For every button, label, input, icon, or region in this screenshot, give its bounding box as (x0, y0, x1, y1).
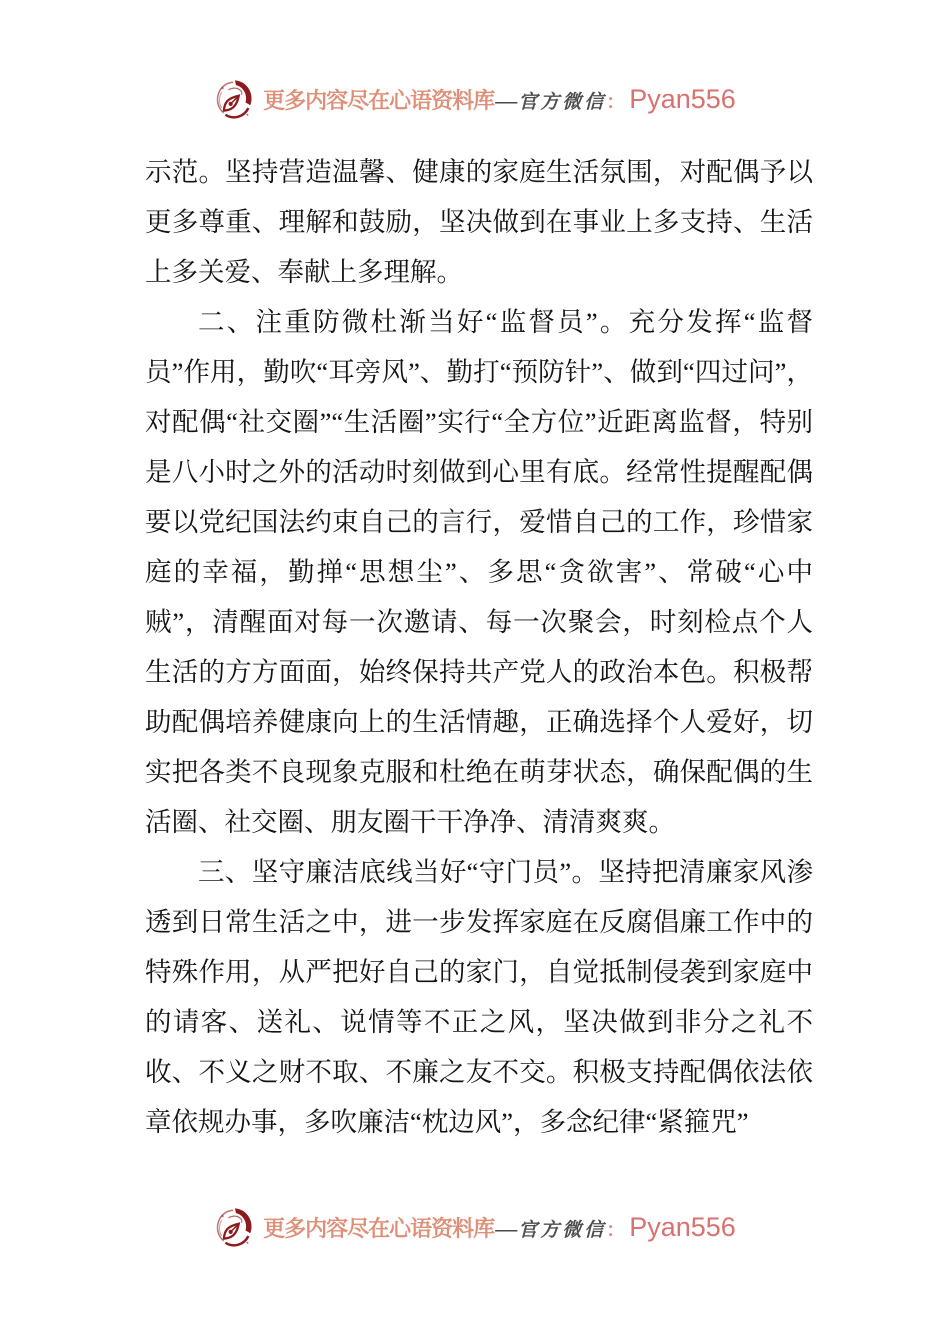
watermark-wechat-label: 官方微信 (518, 1220, 607, 1241)
watermark-wechat-account: Pyan556 (629, 1212, 736, 1242)
paragraph-3: 三、坚守廉洁底线当好“守门员”。坚持把清廉家风渗透到日常生活之中，进一步发挥家庭在反腐倡廉工作中的特殊作用，从严把好自己的家门，自觉抵制侵袭到家庭中的请客、送礼、说情等不正之风，坚决做到非分之礼不收、不义之财不取、不廉之友不交。积极支持配偶依法依章依规办事，多吹廉洁“枕边风”，多念纪律“紧箍咒” (145, 857, 813, 1137)
document-body (145, 147, 813, 1147)
header-watermark (0, 76, 950, 123)
watermark-text (263, 1212, 736, 1243)
paragraph-1: 示范。坚持营造温馨、健康的家庭生活氛围，对配偶予以更多尊重、理解和鼓励，坚决做到在事业上多支持、生活上多关爱、奉献上多理解。 (145, 157, 813, 287)
watermark-text (263, 84, 736, 115)
watermark-prefix: 更多内容尽在心语资料库 (263, 88, 495, 113)
pen-logo-icon (214, 1204, 256, 1251)
watermark-prefix: 更多内容尽在心语资料库 (263, 1216, 495, 1241)
paragraph-2: 二、注重防微杜渐当好“监督员”。充分发挥“监督员”作用，勤吹“耳旁风”、勤打“预防针”、做到“四过问”，对配偶“社交圈”“生活圈”实行“全方位”近距离监督，特别是八小时之外的活动时刻做到心里有底。经常性提醒配偶要以党纪国法约束自己的言行，爱惜自己的工作，珍惜家庭的幸福，勤掸“思想尘”、多思“贪欲害”、常破“心中贼”，清醒面对每一次邀请、每一次聚会，时刻检点个人生活的方方面面，始终保持共产党人的政治本色。积极帮助配偶培养健康向上的生活情趣，正确选择个人爱好，切实把各类不良现象克服和杜绝在萌芽状态，确保配偶的生活圈、社交圈、朋友圈干干净净、清清爽爽。 (145, 307, 813, 837)
footer-watermark (0, 1204, 950, 1251)
watermark-colon: ： (606, 1220, 626, 1241)
watermark-colon: ： (606, 92, 626, 113)
watermark-dash: — (495, 88, 518, 113)
watermark-wechat-label: 官方微信 (518, 92, 607, 113)
watermark-dash: — (495, 1216, 518, 1241)
pen-logo-icon (214, 76, 256, 123)
watermark-wechat-account: Pyan556 (629, 84, 736, 114)
